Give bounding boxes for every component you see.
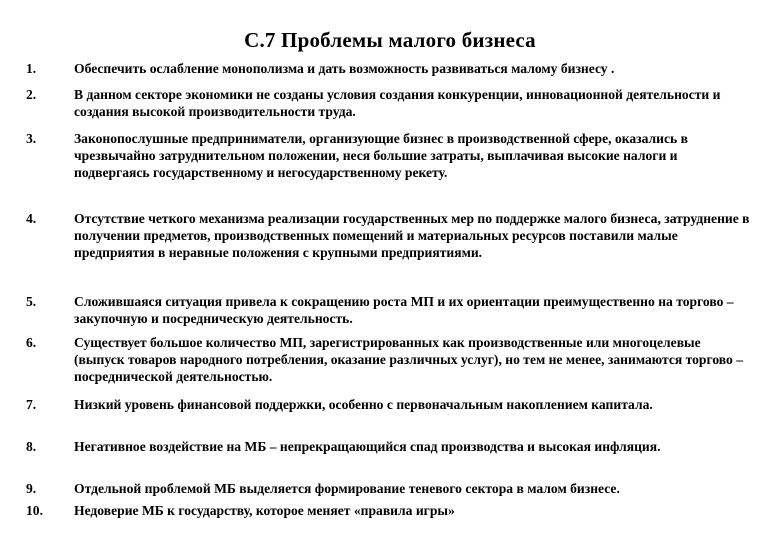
item-number: 2.: [26, 87, 37, 102]
item-text: Законопослушные предприниматели, организующие бизнес в производственной сфере, оказались в чрезвычайно затруднительном положении, неся большие затраты, выплачивая высокие налоги и подвергаясь государственному и негосударственному рекету.: [74, 131, 688, 181]
item-text: Отсутствие четкого механизма реализации государственных мер по поддержке малого бизнеса, затруднение в получении предметов, производственных помещений и материальных ресурсов поставили малые предприятия в неравные положения с крупными предприятиями.: [74, 211, 750, 261]
item-number: 9.: [26, 481, 37, 496]
item-text: Отдельной проблемой МБ выделяется формирование теневого сектора в малом бизнесе.: [74, 481, 620, 496]
item-number: 1.: [26, 61, 37, 76]
item-text: В данном секторе экономики не созданы условия создания конкуренции, инновационной деятельности и создания высокой производительности труда.: [74, 87, 721, 120]
item-number: 3.: [26, 131, 37, 146]
item-text: Обеспечить ослабление монополизма и дать возможность развиваться малому бизнесу .: [74, 61, 615, 76]
item-text: Существует большое количество МП, зарегистрированных как производственные или многоцелевые (выпуск товаров народного потребления, оказание различных услуг), но тем не менее, занимаются торгово – посреднической деятельностью.: [74, 335, 744, 385]
item-text: Негативное воздействие на МБ – непрекращающийся спад производства и высокая инфляция.: [74, 439, 661, 454]
item-text: Низкий уровень финансовой поддержки, особенно с первоначальным накоплением капитала.: [74, 397, 653, 412]
slide-title: С.7 Проблемы малого бизнеса: [244, 28, 536, 52]
item-number: 8.: [26, 439, 37, 454]
item-number: 6.: [26, 335, 37, 350]
item-number: 5.: [26, 294, 37, 309]
item-number: 4.: [26, 211, 37, 226]
item-text: Недоверие МБ к государству, которое меняет «правила игры»: [74, 503, 455, 518]
item-text: Сложившаяся ситуация привела к сокращению роста МП и их ориентации преимущественно на торгово – закупочную и посредническую деятельность.: [74, 294, 734, 327]
item-number: 10.: [26, 503, 43, 518]
item-number: 7.: [26, 397, 37, 412]
